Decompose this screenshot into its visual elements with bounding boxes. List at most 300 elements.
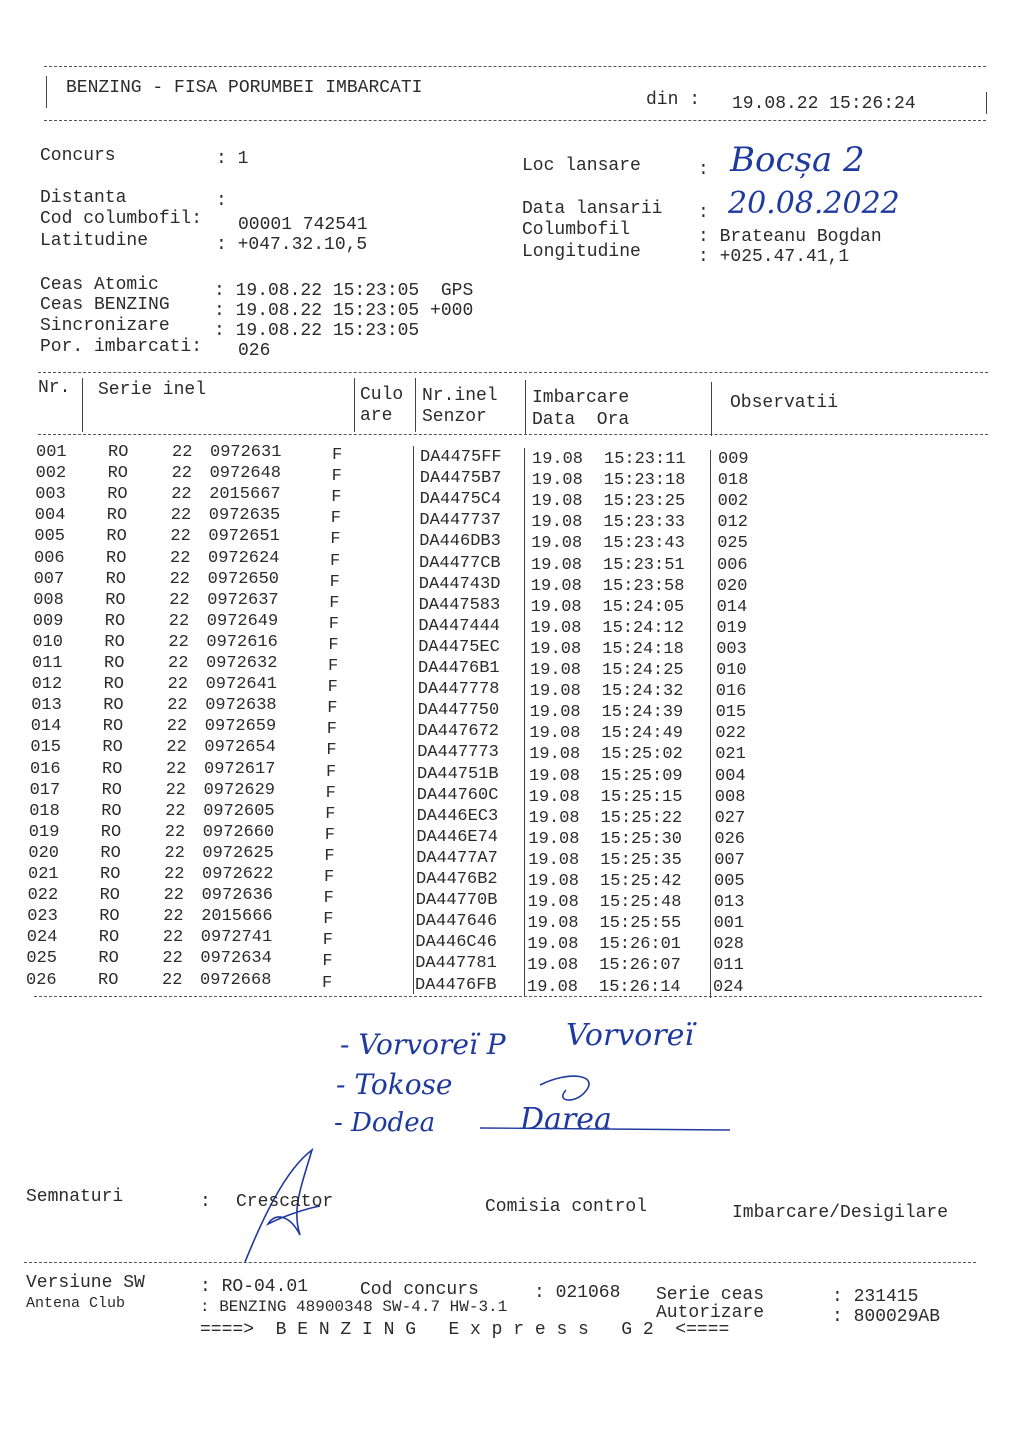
concurs-value: : 1 [216,149,249,169]
cell-country: RO [106,506,128,526]
cell-time: 15:24:49 [601,724,684,744]
cell-sensor: DA447444 [418,616,501,636]
cell-time: 15:24:32 [601,682,684,702]
cell-sex: F [331,467,342,487]
cell-time: 15:23:58 [602,576,685,596]
cell-time: 15:24:12 [602,618,685,638]
table-row [0,843,1024,870]
cell-year: 22 [172,443,193,462]
serie-ceas-label: Serie ceas [656,1285,765,1305]
cell-date: 19.08 [530,661,582,680]
cell-country: RO [104,654,125,673]
cell-year: 22 [170,527,191,547]
cell-obs: 011 [713,956,744,976]
cell-year: 22 [170,506,192,526]
cod-columbofil-label: Cod columbofil: [40,209,203,229]
cell-nr: 001 [36,443,67,462]
cell-country: RO [102,717,124,737]
cell-date: 19.08 [531,534,583,554]
cell-sensor: DA4476B2 [416,870,498,889]
cell-obs: 003 [716,639,747,659]
cell-date: 19.08 [531,513,583,533]
table-row [0,653,1024,680]
col-header-nr-inel-1: Nr.inel [422,386,498,406]
cell-country: RO [98,949,119,969]
cell-year: 22 [162,949,183,969]
cell-sensor: DA4476FB [415,975,497,995]
cell-sensor: DA44760C [416,785,499,805]
handwritten-note-2: - Tokose [336,1068,453,1101]
antena-club-value: : BENZING 48900348 SW-4.7 HW-3.1 [200,1298,508,1316]
col-header-culoare-2: are [360,406,393,426]
cell-country: RO [100,822,122,842]
cell-nr: 004 [34,506,66,526]
cod-concurs-value: : 021068 [534,1283,621,1303]
cell-sensor: DA446C46 [415,933,498,953]
cell-ring: 0972624 [208,548,280,568]
cell-time: 15:25:30 [600,829,683,849]
cell-obs: 024 [713,977,744,997]
cell-nr: 019 [28,822,60,842]
cell-obs: 009 [718,450,749,469]
cell-nr: 024 [26,928,58,948]
sincronizare-label: Sincronizare [40,316,170,336]
cell-sensor: DA44770B [415,891,498,911]
cell-ring: 0972616 [206,632,278,652]
cell-ring: 0972637 [207,590,279,610]
cell-nr: 008 [33,590,64,610]
cell-year: 22 [163,907,184,927]
cell-obs: 010 [716,661,747,680]
cell-nr: 009 [32,611,64,631]
cell-year: 22 [168,632,189,652]
longitudine-value: : +025.47.41,1 [698,247,850,267]
cell-sensor: DA4475C4 [419,490,502,510]
cell-date: 19.08 [528,829,580,849]
cell-year: 22 [169,590,190,610]
cell-nr: 012 [31,675,63,695]
cell-date: 19.08 [528,787,580,807]
cell-sensor: DA4477CB [419,553,501,573]
cell-obs: 020 [716,576,748,596]
imbarcare-desigilare-label: Imbarcare/Desigilare [732,1203,949,1223]
cell-country: RO [101,780,122,800]
cell-country: RO [99,886,120,906]
cell-country: RO [100,865,121,884]
col-header-imbarcare-1: Imbarcare [532,388,630,408]
cell-ring: 0972651 [208,527,280,547]
footer-top-border [24,1262,976,1263]
table-row [0,906,1024,934]
cell-year: 22 [163,886,184,906]
header-right-border [986,92,987,114]
scribble-stroke-1 [540,1076,589,1100]
cell-time: 15:25:35 [600,850,682,870]
versiune-sw-label: Versiune SW [26,1273,145,1293]
table-row [0,970,1024,997]
por-imbarcati-value: 026 [238,341,271,361]
cell-date: 19.08 [527,956,579,976]
cell-ring: 0972629 [203,780,276,800]
cell-obs: 025 [717,534,748,554]
cell-ring: 0972617 [204,759,276,779]
cell-sensor: DA447672 [417,722,500,742]
cell-time: 15:23:51 [603,555,685,575]
loc-lansare-label: Loc lansare [522,156,641,176]
cell-country: RO [105,569,126,589]
data-lansarii-colon: : [698,203,709,223]
cell-year: 22 [170,548,191,568]
cell-time: 15:26:07 [599,956,681,976]
table-bottom-border [34,996,982,997]
header-left-border [46,76,47,108]
cell-sensor: DA447583 [418,595,501,615]
cell-year: 22 [171,464,192,484]
cell-sex: F [323,910,334,930]
cell-ring: 0972625 [202,843,274,863]
cell-sensor: DA446DB3 [419,532,501,552]
cell-date: 19.08 [529,745,581,765]
cell-ring: 0972648 [209,464,282,484]
antena-club-label: Antena Club [26,1295,126,1312]
cell-sensor: DA446E74 [416,827,499,847]
table-row [0,695,1024,723]
serie-ceas-value: : 231415 [832,1287,919,1307]
cell-obs: 019 [716,618,747,638]
cell-time: 15:25:48 [599,893,682,913]
header-divider-5 [711,382,712,436]
cell-nr: 026 [26,970,57,990]
cell-ring: 0972660 [202,822,275,842]
cell-obs: 012 [717,513,748,533]
cell-country: RO [102,738,123,758]
cell-date: 19.08 [531,492,583,512]
cell-country: RO [106,527,127,547]
cell-time: 15:23:25 [603,492,686,512]
cell-obs: 013 [713,893,745,913]
cell-year: 22 [162,928,184,948]
cell-nr: 006 [34,548,65,568]
cell-year: 22 [164,822,186,842]
cell-nr: 022 [27,886,59,906]
cell-ring: 0972631 [210,443,282,462]
table-row [0,569,1024,596]
cell-date: 19.08 [527,977,579,997]
cell-date: 19.08 [528,850,580,870]
table-row [0,590,1024,617]
distanta-label: Distanta [40,188,127,208]
cell-sensor: DA446EC3 [416,806,499,826]
semnaturi-colon: : [200,1192,211,1212]
ceas-atomic-value: : 19.08.22 15:23:05 GPS [214,281,474,301]
cell-year: 22 [165,801,186,821]
cell-time: 15:23:33 [603,513,686,533]
table-row [0,737,1024,765]
distanta-value: : [216,191,227,211]
cell-obs: 008 [714,787,746,807]
cell-year: 22 [166,738,187,758]
cell-date: 19.08 [531,555,583,575]
cell-nr: 005 [34,527,65,547]
cell-country: RO [108,443,129,462]
comisia-control-label: Comisia control [485,1197,648,1217]
cell-obs: 016 [715,682,747,702]
cell-time: 15:26:14 [599,977,681,997]
cell-sex: F [322,973,333,993]
cell-ring: 0972636 [201,886,274,906]
cell-ring: 0972634 [200,949,272,969]
cell-country: RO [103,675,124,695]
cell-nr: 007 [33,569,65,589]
col-header-culoare-1: Culo [360,385,404,405]
cell-ring: 0972622 [202,865,274,884]
cell-date: 19.08 [530,597,582,617]
header-top-border [44,66,986,67]
cell-sensor: DA4475FF [420,448,502,467]
longitudine-label: Longitudine [522,242,641,262]
cell-obs: 018 [717,471,749,491]
table-row [0,505,1024,533]
cell-time: 15:24:25 [602,661,684,680]
cell-year: 22 [169,569,190,589]
table-row [0,442,1024,469]
cell-time: 15:24:18 [602,639,684,659]
cell-sex: F [328,614,339,634]
cell-nr: 011 [32,654,63,673]
ceas-benzing-label: Ceas BENZING [40,295,170,315]
cell-ring: 2015667 [209,485,281,505]
cell-sex: F [326,741,337,761]
cell-nr: 002 [35,464,67,484]
col-header-nr: Nr. [38,378,71,398]
cell-nr: 010 [32,632,63,652]
columbofil-value: : Brateanu Bogdan [698,227,882,247]
cell-sex: F [326,720,337,740]
din-value: 19.08.22 15:26:24 [732,94,916,114]
table-row [0,484,1024,512]
cell-country: RO [98,928,120,948]
cell-nr: 003 [35,485,66,505]
cell-nr: 023 [27,907,58,927]
cell-ring: 0972641 [205,675,278,695]
cell-date: 19.08 [527,935,579,955]
table-row [0,780,1024,807]
cell-date: 19.08 [529,724,581,744]
cell-sex: F [325,804,336,824]
semnaturi-label: Semnaturi [26,1187,124,1207]
table-row [0,822,1024,849]
cell-sex: F [322,931,333,951]
cell-nr: 014 [30,717,62,737]
cell-year: 22 [166,717,188,737]
loc-lansare-colon: : [698,160,709,180]
cell-year: 22 [166,759,187,779]
table-row [0,526,1024,554]
data-lansarii-label: Data lansarii [522,199,663,219]
cell-country: RO [104,632,125,652]
cell-obs: 014 [716,597,748,617]
cell-year: 22 [165,780,186,800]
benzing-express-banner: ====> B E N Z I N G E x p r e s s G 2 <==== [200,1320,730,1340]
cell-date: 19.08 [528,808,580,828]
cell-nr: 021 [28,865,59,884]
cell-date: 19.08 [527,893,579,913]
ceas-atomic-label: Ceas Atomic [40,275,159,295]
cell-sex: F [326,762,337,782]
cell-obs: 001 [713,914,745,934]
cell-date: 19.08 [531,471,583,491]
cell-time: 15:25:02 [601,745,683,765]
cell-sensor: DA447646 [415,912,498,932]
cell-obs: 027 [714,808,746,828]
col-header-serie-inel: Serie inel [98,380,207,400]
cell-ring: 0972650 [207,569,280,589]
cod-concurs-label: Cod concurs [360,1280,479,1300]
cell-year: 22 [167,675,188,695]
col-header-observatii: Observatii [730,393,839,413]
cell-sex: F [324,868,335,887]
cell-sensor: DA447778 [417,680,500,700]
cell-ring: 0972668 [200,970,272,990]
table-header-bottom-border [38,434,988,435]
cell-date: 19.08 [532,450,584,469]
cell-ring: 2015666 [201,907,273,927]
cell-sensor: DA4476B1 [418,659,500,678]
cell-sensor: DA447781 [415,954,497,974]
cell-date: 19.08 [530,576,582,596]
autorizare-value: : 800029AB [832,1307,941,1327]
cell-country: RO [103,696,124,716]
cell-date: 19.08 [529,766,581,786]
cell-ring: 0972605 [203,801,275,821]
table-row [0,674,1024,702]
cell-ring: 0972635 [208,506,281,526]
cell-year: 22 [164,843,185,863]
cell-sex: F [327,699,338,719]
cell-ring: 0972632 [206,654,278,673]
sincronizare-value: : 19.08.22 15:23:05 [214,321,420,341]
cell-country: RO [98,970,119,990]
table-row [0,463,1024,491]
cell-sensor: DA447737 [419,511,502,531]
handwritten-note-3: - Dodea [334,1108,436,1138]
cell-obs: 022 [715,724,746,744]
cell-sex: F [324,825,335,845]
header-divider-2 [354,378,355,432]
cell-ring: 0972654 [204,738,276,758]
cell-sex: F [330,551,341,571]
cell-sex: F [329,593,340,613]
table-top-border [38,372,988,373]
handwritten-note-1: - Vorvoreï P [340,1028,506,1061]
por-imbarcati-label: Por. imbarcati: [40,337,203,357]
cell-obs: 005 [714,872,745,891]
cell-sex: F [328,635,339,655]
crescator-label: Crescator [236,1192,334,1212]
header-divider-3 [415,378,416,432]
autorizare-label: Autorizare [656,1303,765,1323]
cell-obs: 021 [715,745,746,765]
cell-date: 19.08 [528,872,580,891]
table-row [0,611,1024,638]
cell-sex: F [330,509,341,529]
cell-nr: 017 [29,780,61,800]
cell-sex: F [323,889,334,909]
cell-obs: 002 [717,492,749,512]
header-divider-1 [82,378,83,432]
cell-nr: 020 [28,843,59,863]
cell-sex: F [327,678,338,698]
cell-country: RO [101,801,122,821]
cell-obs: 004 [715,766,746,786]
cell-time: 15:25:15 [600,787,683,807]
cell-obs: 028 [713,935,744,955]
cell-nr: 016 [30,759,61,779]
cell-time: 15:23:11 [604,450,686,469]
cell-time: 15:25:55 [599,914,682,934]
table-row [0,801,1024,828]
cell-country: RO [102,759,123,779]
cell-time: 15:25:09 [601,766,683,786]
cell-sex: F [330,530,341,550]
cell-year: 22 [164,865,185,884]
latitudine-label: Latitudine [40,231,149,251]
cell-sensor: DA447773 [417,743,499,763]
cell-year: 22 [162,970,183,990]
cell-date: 19.08 [527,914,579,934]
cell-ring: 0972638 [205,696,277,716]
cell-sensor: DA4475EC [418,637,500,657]
col-header-nr-inel-2: Senzor [422,407,487,427]
cell-year: 22 [171,485,192,505]
cell-sensor: DA44751B [417,764,499,784]
cell-time: 15:23:43 [603,534,685,554]
data-lansarii-handwritten: 20.08.2022 [728,186,900,221]
cell-country: RO [99,907,120,927]
cell-year: 22 [168,654,189,673]
cell-sex: F [329,572,340,592]
table-row [0,716,1024,744]
cell-time: 15:26:01 [599,935,682,955]
loc-lansare-handwritten: Bocșa 2 [730,140,865,180]
cod-columbofil-value: 00001 742541 [238,215,368,235]
cell-date: 19.08 [529,703,581,723]
latitudine-value: : +047.32.10,5 [216,235,368,255]
cell-obs: 026 [714,829,745,849]
table-row [0,885,1024,913]
cell-nr: 025 [26,949,57,969]
cell-sensor: DA4475B7 [419,469,502,489]
cell-ring: 0972741 [200,928,273,948]
cell-sensor: DA447750 [417,701,500,721]
cell-time: 15:25:42 [600,872,682,891]
cell-time: 15:23:18 [603,471,686,491]
table-row [0,927,1024,955]
columbofil-label: Columbofil [522,220,631,240]
document-title: BENZING - FISA PORUMBEI IMBARCATI [66,78,423,98]
cell-ring: 0972649 [206,611,279,631]
cell-year: 22 [168,611,190,631]
cell-nr: 015 [30,738,61,758]
cell-country: RO [106,548,127,568]
table-row [0,548,1024,575]
table-row [0,864,1024,891]
concurs-label: Concurs [40,146,116,166]
cell-sex: F [324,846,335,866]
cell-time: 15:25:22 [600,808,683,828]
cell-ring: 0972659 [204,717,277,737]
handwritten-signature-1: Vorvoreï [566,1018,695,1053]
